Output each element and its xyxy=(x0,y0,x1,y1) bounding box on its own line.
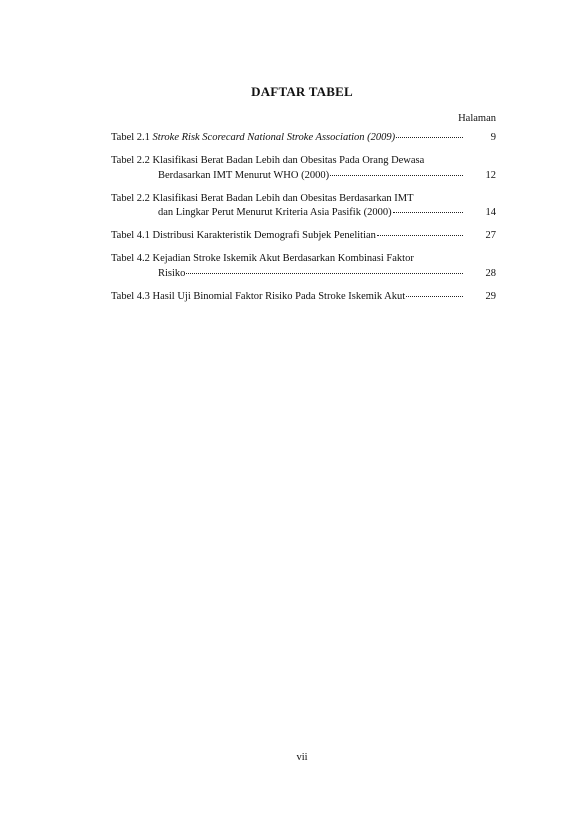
dot-leader xyxy=(396,137,463,138)
entry-label: Tabel 4.3 xyxy=(111,290,153,302)
entry-line xyxy=(111,206,463,221)
entry-label: Tabel 4.1 xyxy=(111,230,153,241)
entry-line xyxy=(111,290,463,305)
list-item[interactable] xyxy=(111,154,496,183)
table-list xyxy=(111,131,496,313)
entry-text: Distribusi Karakteristik Demografi Subjek Penelitian xyxy=(152,230,376,241)
list-item[interactable] xyxy=(111,229,496,244)
entry-page-number: 28 xyxy=(485,267,496,279)
entry-text: Kejadian Stroke Iskemik Akut Berdasarkan Kombinasi Faktor xyxy=(152,253,414,264)
entry-label: Tabel 2.2 xyxy=(111,155,153,166)
page-number: vii xyxy=(296,752,308,763)
dot-leader xyxy=(186,273,463,274)
entry-page-number: 9 xyxy=(490,132,496,143)
entry-text: Hasil Uji Binomial Faktor Risiko Pada Stroke Iskemik Akut xyxy=(152,290,406,302)
list-item[interactable] xyxy=(111,192,496,221)
entry-page-number: 14 xyxy=(485,207,496,218)
entry-line xyxy=(111,154,463,169)
entry-line xyxy=(111,252,463,267)
list-item[interactable] xyxy=(111,290,496,305)
entry-page-number: 27 xyxy=(485,230,496,241)
page-title: DAFTAR TABEL xyxy=(251,84,353,99)
entry-page-number: 12 xyxy=(485,169,496,181)
page-column-label: Halaman xyxy=(458,113,496,124)
dot-leader xyxy=(393,212,463,213)
dot-leader xyxy=(377,235,463,236)
entry-line xyxy=(111,229,463,244)
entry-page-number: 29 xyxy=(485,290,496,302)
dot-leader xyxy=(330,175,463,176)
entry-text: Berdasarkan IMT Menurut WHO (2000) xyxy=(158,169,330,181)
entry-label: Tabel 2.1 xyxy=(111,132,153,143)
entry-line xyxy=(111,169,463,184)
entry-line xyxy=(111,131,463,146)
entry-label: Tabel 2.2 xyxy=(111,192,153,204)
list-item[interactable] xyxy=(111,252,496,281)
entry-text: Klasifikasi Berat Badan Lebih dan Obesitas Berdasarkan IMT xyxy=(152,192,414,204)
list-item[interactable] xyxy=(111,131,496,146)
entry-line xyxy=(111,267,463,282)
entry-text: dan Lingkar Perut Menurut Kriteria Asia Pasifik (2000) xyxy=(158,207,392,218)
entry-text: Risiko xyxy=(158,267,186,279)
entry-label: Tabel 4.2 xyxy=(111,253,153,264)
entry-text: Klasifikasi Berat Badan Lebih dan Obesitas Pada Orang Dewasa xyxy=(152,155,425,166)
dot-leader xyxy=(406,296,463,297)
entry-text: Stroke Risk Scorecard National Stroke Association (2009) xyxy=(152,132,396,143)
entry-line xyxy=(111,192,463,207)
